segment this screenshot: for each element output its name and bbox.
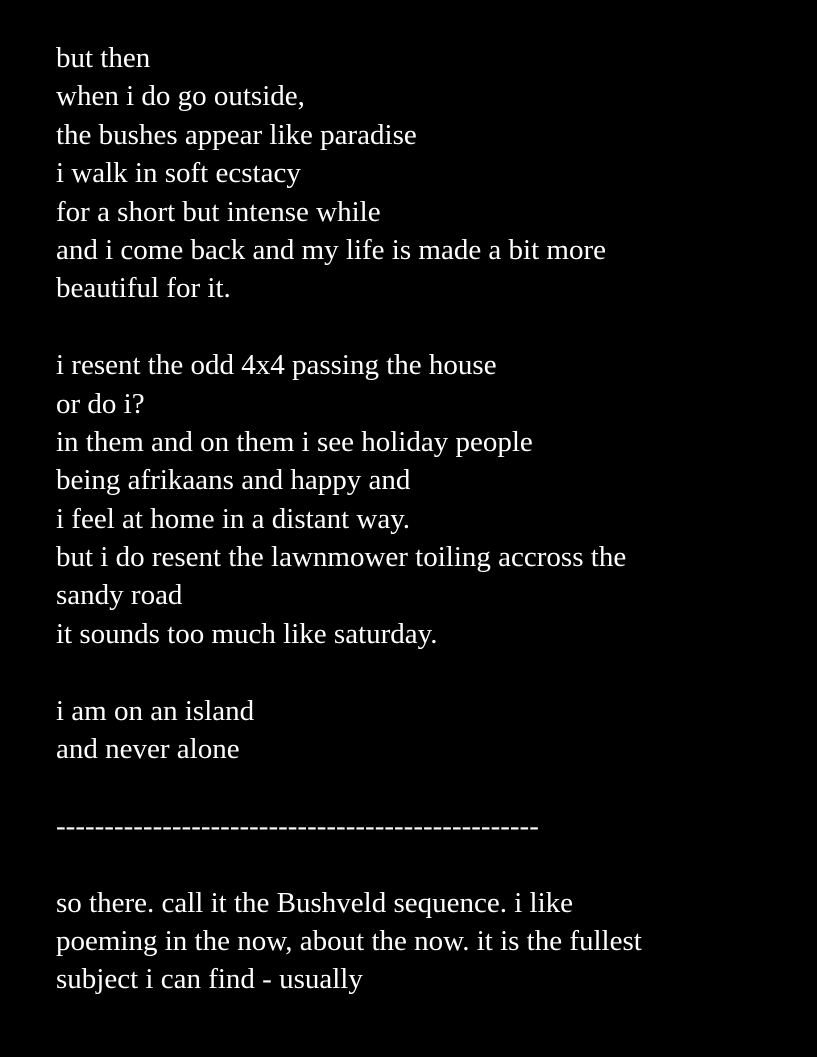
text-line: when i do go outside,	[56, 80, 305, 113]
text-line: and i come back and my life is made a bit more	[56, 233, 607, 266]
text-line: i walk in soft ecstacy	[56, 157, 301, 190]
text-line: i am on an island	[56, 694, 255, 727]
stanza-4	[56, 884, 796, 999]
text-line: or do i?	[56, 387, 145, 420]
stanza-gap	[56, 768, 796, 806]
text-line: for a short but intense while	[56, 195, 381, 228]
text-line: i feel at home in a distant way.	[56, 502, 411, 535]
text-line: in them and on them i see holiday people	[56, 425, 533, 458]
text-line: but then	[56, 42, 151, 74]
text-line: and never alone	[56, 733, 240, 766]
text-line: i resent the odd 4x4 passing the house	[56, 349, 497, 382]
stanza-gap	[56, 845, 796, 883]
stanza-1	[56, 39, 796, 308]
text-line: so there. call it the Bushveld sequence. i like	[56, 886, 574, 919]
text-line: the bushes appear like paradise	[56, 118, 417, 151]
text-line: subject i can find - usually	[56, 963, 363, 996]
stanza-2	[56, 346, 796, 653]
text-line: sandy road	[56, 579, 183, 612]
text-line: being afrikaans and happy and	[56, 464, 411, 497]
text-line: but i do resent the lawnmower toiling accross the	[56, 541, 627, 574]
text-line: poeming in the now, about the now. it is the fullest	[56, 924, 642, 957]
poem-text	[56, 39, 796, 999]
dashed-divider-line: --------------------------------------------------	[56, 809, 539, 842]
text-line: beautiful for it.	[56, 272, 231, 305]
stanza-gap	[56, 653, 796, 691]
stanza-gap	[56, 308, 796, 346]
text-line: it sounds too much like saturday.	[56, 617, 438, 650]
divider	[56, 807, 796, 845]
stanza-3	[56, 692, 796, 769]
